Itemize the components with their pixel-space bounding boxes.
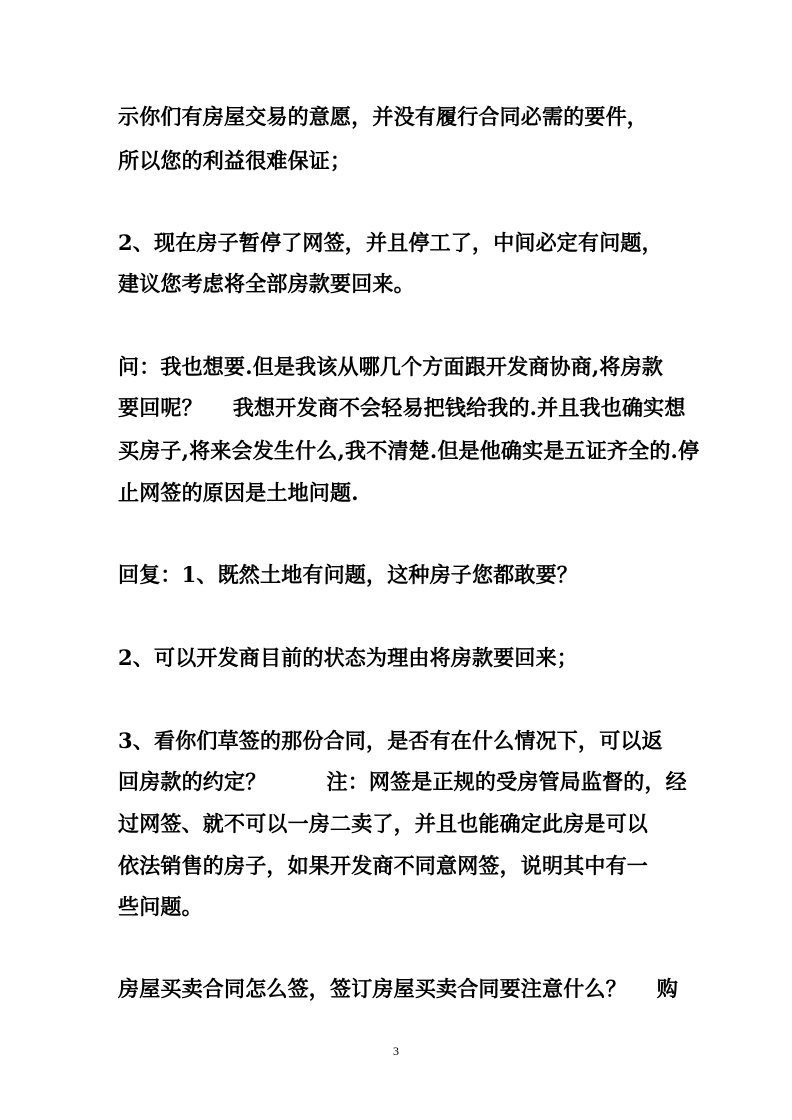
text-line: 回房款的约定？ 注：网签是正规的受房管局监督的，经 (118, 769, 687, 794)
text-line: 示你们有房屋交易的意愿，并没有履行合同必需的要件， (118, 104, 648, 129)
text-line: 2、可以开发商目前的状态为理由将房款要回来； (118, 645, 579, 670)
text-line: 依法销售的房子，如果开发商不同意网签，说明其中有一 (118, 853, 648, 878)
text-line: 回复：1、既然土地有问题，这种房子您都敢要？ (118, 562, 579, 587)
text-line: 房屋买卖合同怎么签，签订房屋买卖合同要注意什么？ 购 (118, 976, 679, 1001)
text-line: 问：我也想要.但是我该从哪几个方面跟开发商协商,将房款 (118, 354, 664, 379)
text-line: 建议您考虑将全部房款要回来。 (118, 271, 415, 296)
text-line: 买房子,将来会发生什么,我不清楚.但是他确实是五证齐全的.停 (118, 438, 700, 463)
page-number: 3 (393, 1044, 399, 1058)
text-line: 所以您的利益很难保证； (118, 148, 352, 173)
text-line: 止网签的原因是土地问题. (118, 480, 359, 505)
text-line: 要回呢？ 我想开发商不会轻易把钱给我的.并且我也确实想 (118, 395, 686, 420)
text-line: 3、看你们草签的那份合同，是否有在什么情况下，可以返 (118, 728, 663, 753)
text-line: 2、现在房子暂停了网签，并且停工了，中间必定有问题， (118, 230, 663, 255)
text-line: 些问题。 (118, 894, 203, 919)
text-line: 过网签、就不可以一房二卖了，并且也能确定此房是可以 (118, 811, 648, 836)
